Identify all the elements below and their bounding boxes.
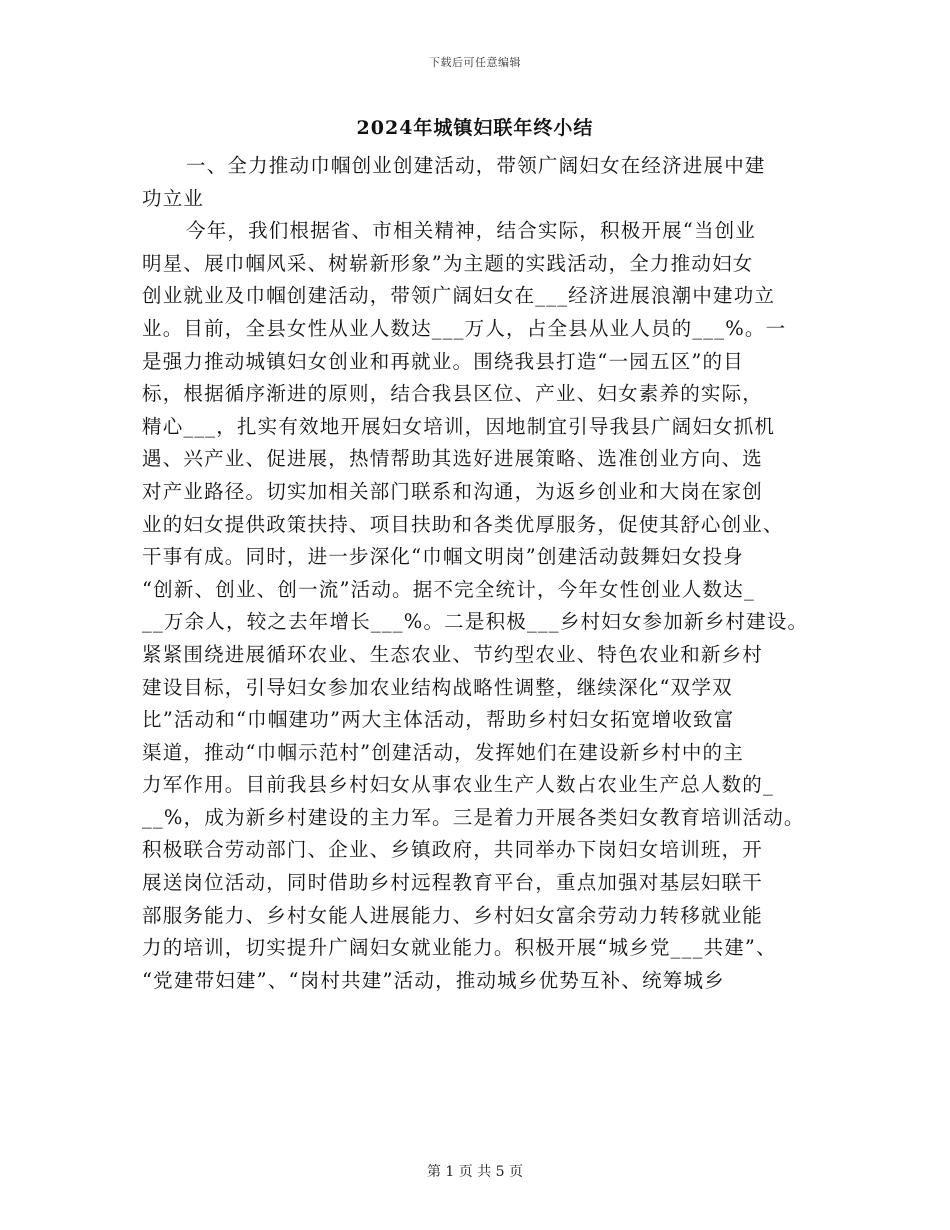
body-line: 业的妇女提供政策扶持、项目扶助和各类优厚服务，促使其舒心创业、 [142, 512, 784, 536]
body-line: 遇、兴产业、促进展，热情帮助其选好进展策略、选准创业方向、选 [142, 447, 764, 471]
body-line: 力的培训，切实提升广阔妇女就业能力。积极开展“城乡党___共建”、 [142, 936, 777, 960]
body-line: “创新、创业、创一流”活动。据不完全统计，今年女性创业人数达_ [142, 577, 755, 601]
body-line: 今年，我们根据省、市相关精神，结合实际，积极开展“当创业 [186, 219, 757, 243]
body-line: 渠道，推动“巾帼示范村”创建活动，发挥她们在建设新乡村中的主 [142, 740, 744, 764]
document-title: 2024年城镇妇联年终小结 [356, 117, 594, 139]
body-line: __%，成为新乡村建设的主力军。三是着力开展各类妇女教育培训活动。 [142, 805, 805, 829]
body-line: “党建带妇建”、“岗村共建”活动，推动城乡优势互补、统筹城乡 [142, 968, 725, 992]
body-line: 积极联合劳动部门、企业、乡镇政府，共同举办下岗妇女培训班，开 [142, 838, 764, 862]
body-line: 紧紧围绕进展循环农业、生态农业、节约型农业、特色农业和新乡村 [142, 642, 764, 666]
body-line: 部服务能力、乡村女能人进展能力、乡村妇女富余劳动力转移就业能 [142, 903, 764, 927]
document-body [142, 150, 832, 997]
body-line: 功立业 [142, 186, 205, 210]
body-line: 业。目前，全县女性从业人数达___万人，占全县从业人员的___%。一 [142, 316, 787, 340]
body-line: 对产业路径。切实加相关部门联系和沟通，为返乡创业和大岗在家创 [142, 479, 764, 503]
body-line: 明星、展巾帼风采、树崭新形象”为主题的实践活动，全力推动妇女 [142, 251, 754, 275]
body-line: 一、全力推动巾帼创业创建活动，带领广阔妇女在经济进展中建 [186, 154, 766, 177]
page-number: 第 1 页 共 5 页 [426, 1164, 524, 1180]
body-line: 建设目标，引导妇女参加农业结构战略性调整，继续深化“双学双 [142, 675, 733, 699]
body-line: 比”活动和“巾帼建功”两大主体活动，帮助乡村妇女拓宽增收致富 [142, 708, 735, 732]
header-note: 下载后可任意编辑 [429, 56, 521, 69]
body-line: 创业就业及巾帼创建活动，带领广阔妇女在___经济进展浪潮中建功立 [142, 284, 776, 308]
body-line: 展送岗位活动，同时借助乡村远程教育平台，重点加强对基层妇联干 [142, 871, 764, 895]
body-line: 力军作用。目前我县乡村妇女从事农业生产人数占农业生产总人数的_ [142, 773, 774, 797]
body-line: 是强力推动城镇妇女创业和再就业。围绕我县打造“一园五区”的目 [142, 349, 744, 373]
body-line: 精心___，扎实有效地开展妇女培训，因地制宜引导我县广阔妇女抓机 [142, 414, 776, 438]
body-line: __万余人，较之去年增长___%。二是积极___乡村妇女参加新乡村建设。 [142, 610, 809, 634]
body-line: 干事有成。同时，进一步深化“巾帼文明岗”创建活动鼓舞妇女投身 [142, 545, 744, 569]
body-line: 标，根据循序渐进的原则，结合我县区位、产业、妇女素养的实际， [142, 382, 764, 406]
